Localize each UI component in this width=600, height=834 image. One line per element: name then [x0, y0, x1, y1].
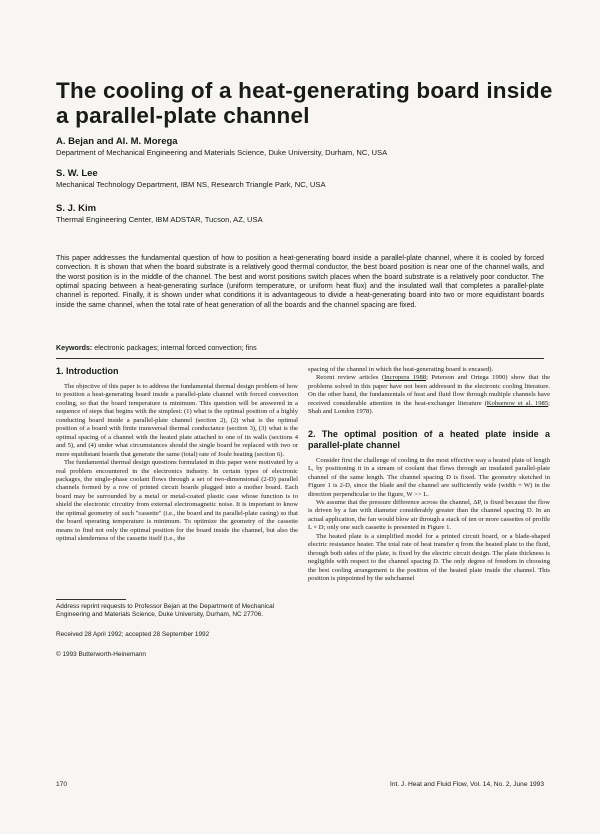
author-names: S. J. Kim [56, 203, 97, 214]
citation-link-kohsenow[interactable]: Kohsenow et al. 1985 [486, 399, 549, 407]
keywords-text: electronic packages; internal forced convection; fins [94, 344, 257, 352]
journal-citation: Int. J. Heat and Fluid Flow, Vol. 14, No. 2, June 1993 [390, 781, 544, 788]
author-group-2 [56, 168, 556, 190]
section-2-paragraph-2: We assume that the pressure difference across the channel, ΔP, is fixed because the flow is driven by a fan with diameter considerably greater than the channel spacing D. In an actual application, the fan would blow air through a stack of ten or more cassettes of profile L × D; only one such cassette is presented in Figure 1. [308, 498, 550, 532]
footnote-rule [56, 599, 126, 600]
author-names: A. Bejan and Al. M. Morega [56, 136, 178, 147]
section-1-heading: 1. Introduction [56, 366, 119, 376]
copyright-notice: © 1993 Butterworth-Heinemann [56, 651, 146, 658]
reprint-address: Address reprint requests to Professor Bejan at the Department of Mechanical Engineering and Materials Science, Duke University, Durham, NC 27706. [56, 603, 275, 619]
keywords [56, 344, 544, 353]
received-dates: Received 28 April 1992; accepted 28 September 1992 [56, 631, 210, 638]
section-2-heading: 2. The optimal position of a heated plate inside a parallel-plate channel [308, 428, 550, 450]
citation-link-incropera[interactable]: Incropera 1988 [384, 374, 427, 382]
review-text-b: ; Peterson and Ortega 1990) show that the problems solved in this paper have not been addressed in the electronic cooling literature. On the other hand, the fundamentals of heat and fluid flow through multiple channels have received considerable attention in the heat-exchanger literature ( [308, 374, 551, 407]
review-paragraph [308, 374, 550, 416]
intro-paragraph-1: The objective of this paper is to address the fundamental thermal design problem of how to position a heat-generating board inside a parallel-plate channel with forced convection cooling, so that the board temperature is minimum. This question will be answered in a sequence of steps that begins with the simplest: (1) what is the optimal position of a highly conducting board inside a parallel-plate channel (section 2), (2) what is the optimal position of a board with finite transversal thermal conductance (section 3), (3) what is the optimal spacing of a channel with the heated plate attached to one of its walls (sections 4 and 5), and (4) under what circumstances should the single board be replaced with two or more equidistant boards that generate the same (total) rate of Joule heating (section 6). [56, 383, 298, 458]
article-title: The cooling of a heat-generating board inside a parallel-plate channel [56, 78, 553, 128]
review-text-a: Recent review articles ( [316, 374, 385, 382]
abstract: This paper addresses the fundamental question of how to position a heat-generating board inside a parallel-plate channel, where it is cooled by forced convection. It is shown that when the board substrate is a relatively good thermal conductor, the best board position is near one of the channel walls, and the worst position is in the middle of the channel. The best and worst positions switch places when the board substrate is a relatively poor conductor. The optimal spacing between a heat-generating surface (uniform temperature, or uniform heat flux) and the insulated wall that completes a parallel-plate channel is reported. Finally, it is shown under what conditions it is advantageous to divide a heat-generating board into two or more equidistant boards inside the same channel, when the total rate of heat generation of all the boards and the channel spacing are fixed. [56, 254, 544, 309]
author-group-3 [56, 203, 556, 225]
intro-continuation: spacing of the channel in which the heat-generating board is encased). [308, 366, 494, 373]
section-2-paragraph-3: The heated plate is a simplified model for a printed circuit board, or a blade-shaped electric resistance heater. The total rate of heat transfer q from the heated plate to the fluid, through both sides of the plate, is fixed by the electric circuit design. The plate thickness is negligible with respect to the channel spacing D. The only degree of freedom in choosing the best cooling arrangement is the position of the heated plate inside the channel. This position is pinpointed by the subchannel [308, 532, 550, 583]
intro-paragraph-2: The fundamental thermal design questions formulated in this paper were motivated by a real problem encountered in the electronics industry. In certain types of electronic packages, the single-phase coolant flows through a set of two-dimensional (2-D) parallel channels formed by a row of printed circuit boards plugged into a mother board. Each board may be surrounded by a metal or metal-coated plastic case whose function is to shield the electronic circuitry from external electromagnetic noise. It is important to know the optimal geometry of such "cassette" (i.e., the board and its parallel-plate casing) so that the board operating temperature is minimum. To optimize the geometry of the cassette means to find not only the optimal position for the board inside the channel, but also the optimal slenderness of the cassette itself (i.e., the [56, 459, 298, 543]
author-affiliation: Mechanical Technology Department, IBM NS, Research Triangle Park, NC, USA [56, 180, 326, 189]
section-divider [56, 358, 544, 359]
section-2-paragraph-1: Consider first the challenge of cooling in the most effective way a heated plate of length L, by positioning it in a stream of coolant that flows through an insulated parallel-plate channel of the same length. The channel spacing D is fixed. The geometry sketched in Figure 1 is 2-D, since the blade and the channel are sufficiently wide (width = W) in the direction perpendicular to the figure, W >> L. [308, 456, 550, 498]
author-group-1 [56, 136, 556, 158]
author-affiliation: Thermal Engineering Center, IBM ADSTAR, Tucson, AZ, USA [56, 215, 263, 224]
review-text-c: ; Shah and London 1978). [308, 399, 550, 416]
left-column [56, 366, 298, 544]
author-affiliation: Department of Mechanical Engineering and Materials Science, Duke University, Durham, NC, USA [56, 148, 388, 157]
keywords-label: Keywords: [56, 344, 93, 352]
page-number: 170 [56, 781, 68, 788]
right-column [308, 366, 550, 584]
author-names: S. W. Lee [56, 168, 98, 179]
